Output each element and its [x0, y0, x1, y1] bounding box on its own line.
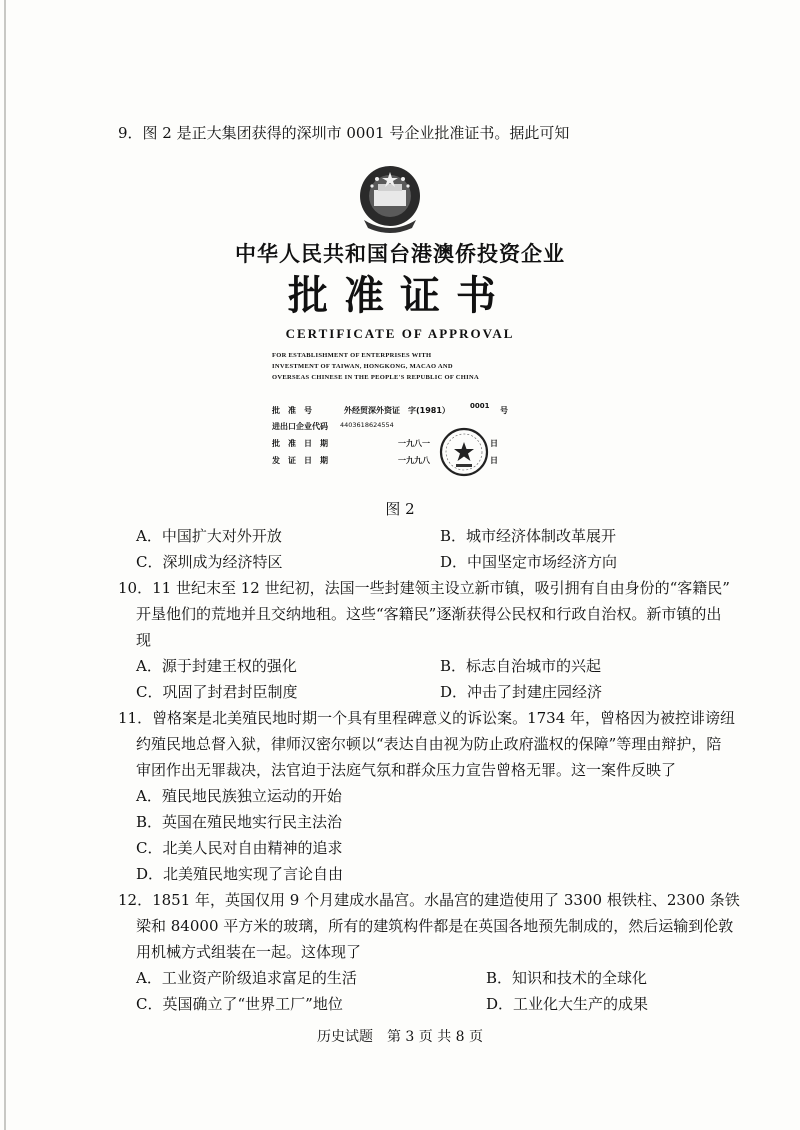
field-approve-date-value: 一九八一: [398, 439, 430, 448]
q10-stem-line: 现: [136, 631, 152, 649]
q12-option-a: A．工业资产阶级追求富足的生活: [136, 969, 357, 987]
field-code-label: 进出口企业代码: [272, 422, 328, 431]
q12-stem-line: 用机械方式组装在一起。这体现了: [136, 943, 362, 961]
certificate-title-en: CERTIFICATE OF APPROVAL: [285, 326, 515, 341]
field-approval-no-number: 0001: [470, 402, 490, 410]
q10-option-a: A．源于封建王权的强化: [136, 657, 297, 675]
field-approval-no-suffix: 号: [500, 406, 508, 415]
q9-option-a: A．中国扩大对外开放: [136, 527, 282, 545]
scan-edge: [4, 0, 6, 1130]
q9-stem: 9．图 2 是正大集团获得的深圳市 0001 号企业批准证书。据此可知: [118, 124, 570, 142]
field-approval-no-value: 外经贸深外资证 字(1981）: [344, 406, 450, 415]
q11-stem-line: 约殖民地总督入狱，律师汉密尔顿以“表达自由视为防止政府滥权的保障”等理由辩护，陪: [136, 735, 722, 753]
field-code-value: 4403618624554: [340, 421, 394, 429]
q10-option-d: D．冲击了封建庄园经济: [440, 683, 603, 701]
q12-stem-line: 梁和 84000 平方米的玻璃，所有的建筑构件都是在英国各地预先制成的，然后运输到伦敦: [136, 917, 734, 935]
field-issue-date-label: 发 证 日 期: [272, 456, 328, 465]
certificate-subtitle-line: OVERSEAS CHINESE IN THE PEOPLE'S REPUBLIC OF CHINA: [272, 374, 479, 381]
certificate-subtitle-line: INVESTMENT OF TAIWAN, HONGKONG, MACAO AND: [272, 363, 453, 370]
field-day-suffix: 日: [490, 456, 498, 465]
q12-stem-line: 12．1851 年，英国仅用 9 个月建成水晶宫。水晶宫的建造使用了 3300 根铁柱、2300 条铁: [118, 891, 740, 909]
q11-stem-line: 11．曾格案是北美殖民地时期一个具有里程碑意义的诉讼案。1734 年，曾格因为被控诽谤纽: [118, 709, 736, 727]
q12-option-b: B．知识和技术的全球化: [486, 969, 648, 987]
q10-option-b: B．标志自治城市的兴起: [440, 657, 602, 675]
q10-stem-line: 开垦他们的荒地并且交纳地租。这些“客籍民”逐渐获得公民权和行政自治权。新市镇的出: [136, 605, 722, 623]
figure-caption: 图 2: [385, 500, 415, 518]
field-approval-no-label: 批 准 号: [272, 406, 312, 415]
field-approve-date-label: 批 准 日 期: [272, 439, 328, 448]
q9-option-d: D．中国坚定市场经济方向: [440, 553, 618, 571]
q11-option-d: D．北美殖民地实现了言论自由: [136, 865, 344, 883]
field-issue-date-value: 一九九八: [398, 456, 430, 465]
q9-option-c: C．深圳成为经济特区: [136, 553, 283, 571]
certificate-title-cn: 中华人民共和国台港澳侨投资企业: [235, 242, 565, 266]
national-emblem-icon: [350, 162, 430, 238]
q9-option-b: B．城市经济体制改革展开: [440, 527, 617, 545]
q11-option-c: C．北美人民对自由精神的追求: [136, 839, 343, 857]
field-day-suffix: 日: [490, 439, 498, 448]
q10-stem-line: 10．11 世纪末至 12 世纪初，法国一些封建领主设立新市镇，吸引拥有自由身份的“客籍民”: [118, 579, 730, 597]
q11-option-b: B．英国在殖民地实行民主法治: [136, 813, 343, 831]
certificate-title-big: 批准证书: [288, 272, 512, 319]
q10-option-c: C．巩固了封君封臣制度: [136, 683, 298, 701]
page-footer: 历史试题 第 3 页 共 8 页: [316, 1029, 484, 1045]
q11-option-a: A．殖民地民族独立运动的开始: [136, 787, 342, 805]
q12-option-d: D．工业化大生产的成果: [486, 995, 649, 1013]
q12-option-c: C．英国确立了“世界工厂”地位: [136, 995, 343, 1013]
q11-stem-line: 审团作出无罪裁决，法官迫于法庭气氛和群众压力宣告曾格无罪。这一案件反映了: [136, 761, 677, 779]
official-seal-icon: [438, 426, 490, 478]
certificate-subtitle-line: FOR ESTABLISHMENT OF ENTERPRISES WITH: [272, 352, 432, 359]
